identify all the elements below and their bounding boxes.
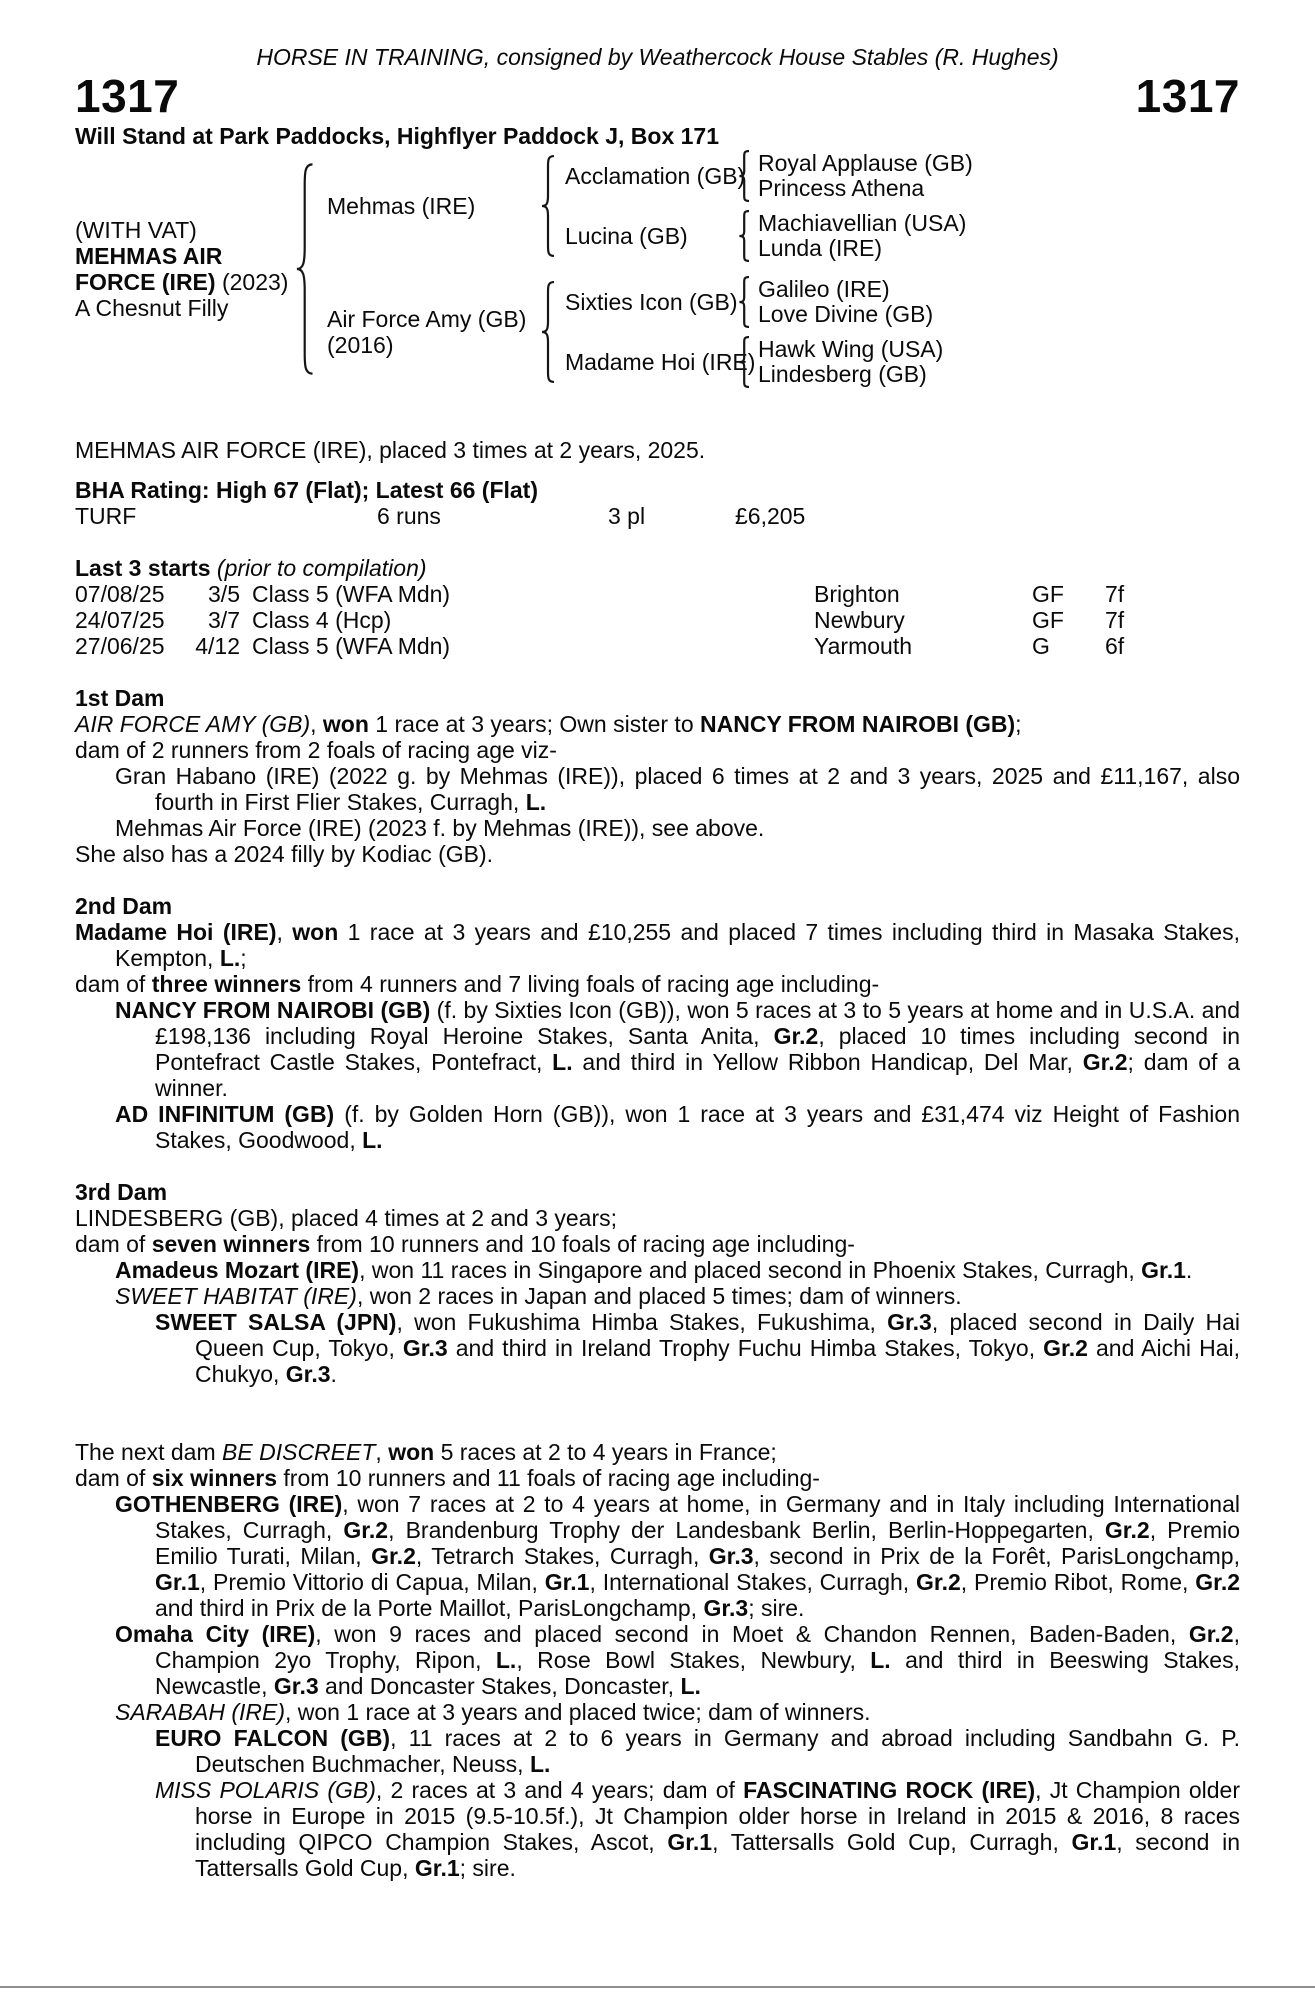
pedigree-paragraph [75,815,1240,841]
pedigree-paragraph [75,1465,1240,1491]
dam-dam-name: Madame Hoi (IRE) [565,349,756,375]
race-going: GF [1032,607,1064,633]
grandparents-pair [753,151,973,201]
text-segment: and third in Beeswing Stakes, Newcastle, [155,1647,1240,1699]
generation-1-column [319,150,973,388]
page-bottom-rule [0,1986,1315,1988]
grandparents-pair [753,211,966,261]
text-segment: Mehmas Air Force (IRE) (2023 f. by Mehmas (IRE)), see above. [115,815,765,841]
text-segment: , won 2 races in Japan and placed 5 times; dam of winners. [356,1283,962,1309]
ancestor-name: Galileo (IRE) [758,276,890,302]
sire-parents-column [559,150,973,262]
pedigree-table [75,150,1240,387]
text-segment: and third in Ireland Trophy Fuchu Himba Stakes, Tokyo, [447,1335,1044,1361]
race-distance: 6f [1105,633,1125,659]
sire-dam-row [559,210,973,262]
pedigree-brace-icon [539,280,559,384]
dam-name [319,306,539,358]
race-date: 24/07/25 [75,607,165,633]
placed-count: 3 pl [608,503,646,529]
text-segment: from 10 runners and 10 foals of racing age including- [310,1231,855,1257]
text-segment: dam of [75,1465,152,1491]
text-segment: Gr.1 [414,1855,460,1881]
race-class: Class 5 (WFA Mdn) [252,581,451,607]
horse-name-line2 [75,269,293,295]
race-date: 07/08/25 [75,581,165,607]
grandparents-pair [753,337,943,387]
text-segment: The next dam [75,1439,223,1465]
text-segment: L. [219,945,241,971]
text-segment: ; [240,945,247,971]
race-course: Yarmouth [814,633,913,659]
text-segment: , Rose Bowl Stakes, Newbury, [516,1647,871,1673]
text-segment: , won Fukushima Himba Stakes, Fukushima, [396,1309,888,1335]
text-segment: L. [495,1647,517,1673]
text-segment: L. [362,1127,383,1153]
text-segment: NANCY FROM NAIROBI (GB) [115,997,431,1023]
text-segment: , won 11 races in Singapore and placed second in Phoenix Stakes, Curragh, [359,1257,1142,1283]
dam-foaling-year: (2016) [327,332,394,358]
sire-name: Mehmas (IRE) [327,193,476,219]
text-segment: Gr.3 [273,1673,319,1699]
sire-dam-name: Lucina (GB) [565,223,688,249]
text-segment: Amadeus Mozart (IRE) [115,1257,360,1283]
text-segment: L. [680,1673,701,1699]
dam-section [75,685,1240,867]
text-segment: , Premio Vittorio di Capua, Milan, [199,1569,545,1595]
pedigree-paragraph [75,1231,1240,1257]
text-segment: NANCY FROM NAIROBI (GB) [700,711,1016,737]
text-segment: SWEET HABITAT (IRE) [115,1283,357,1309]
lot-number-row [75,72,1240,120]
text-segment: Gr.3 [703,1595,749,1621]
bha-rating-line: BHA Rating: High 67 (Flat); Latest 66 (Flat) [75,477,538,503]
text-segment: L. [552,1049,573,1075]
dam-parents-column [559,276,943,388]
pedigree-paragraph [75,1283,1240,1309]
text-segment: , 2 races at 3 and 4 years; dam of [375,1777,744,1803]
text-segment: , Brandenburg Trophy der Landesbank Berlin, Berlin-Hoppegarten, [388,1517,1105,1543]
race-distance: 7f [1105,607,1125,633]
race-class: Class 5 (WFA Mdn) [252,633,451,659]
race-start-row [75,607,1240,633]
last-starts-title-bold: Last 3 starts [75,555,211,581]
text-segment: , won 7 races at 2 to 4 years at home, in Germany and in Italy including International Stakes, Curragh, [155,1491,1240,1543]
text-segment: SARABAH (IRE) [115,1699,285,1725]
text-segment: SWEET SALSA (JPN) [155,1309,397,1335]
horse-name-suffix: FORCE (IRE) [75,269,216,295]
text-segment: Gr.2 [1043,1335,1088,1361]
text-segment: Gr.2 [371,1543,416,1569]
race-position: 3/7 [208,607,240,633]
pedigree-paragraph [75,971,1240,997]
pedigree-paragraph [75,997,1240,1101]
text-segment: Gr.2 [1188,1621,1234,1647]
pedigree-paragraph [75,1491,1240,1621]
pedigree-brace-icon [737,336,753,388]
horse-name-line1: MEHMAS AIR [75,243,223,269]
text-segment: dam of [75,971,152,997]
text-segment: Gr.2 [916,1569,961,1595]
text-segment: Madame Hoi (IRE) [75,919,277,945]
race-record-summary: MEHMAS AIR FORCE (IRE), placed 3 times at 2 years, 2025. [75,437,706,463]
text-segment: (f. by Sixties Icon (GB)), won 5 races at 3 to 5 years at home and in U.S.A. and £198,136 including Royal Heroine Stakes, Santa Anita, [155,997,1241,1049]
text-segment: L. [529,1751,551,1777]
text-segment: AIR FORCE AMY (GB) [75,711,311,737]
text-segment: GOTHENBERG (IRE) [115,1491,343,1517]
text-segment: Gr.2 [1104,1517,1150,1543]
dam-sire-name: Sixties Icon (GB) [565,289,738,315]
pedigree-paragraph [75,1205,1240,1231]
text-segment: LINDESBERG (GB), placed 4 times at 2 and 3 years; [75,1205,618,1231]
sire-sire-row [559,150,973,202]
surface-record-row [75,503,1240,529]
pedigree-paragraph [75,1621,1240,1699]
race-going: GF [1032,581,1064,607]
dam-section [75,1439,1240,1881]
text-segment: Gr.3 [708,1543,754,1569]
text-segment: won [322,711,369,737]
text-segment: Gran Habano (IRE) (2022 g. by Mehmas (IRE)), placed 6 times at 2 and 3 years, 2025 and £11,167, also fourth in First Flier Stakes, Curragh, [115,763,1240,815]
text-segment: , [375,1439,389,1465]
lot-number-right: 1317 [1135,70,1240,122]
race-start-row [75,633,1240,659]
subject-horse-block [75,217,293,321]
text-segment: , [276,919,293,945]
pedigree-paragraph [75,1699,1240,1725]
pedigree-paragraph [75,1257,1240,1283]
text-segment: , 11 races at 2 to 6 years in Germany and abroad including Sandbahn G. P. Deutschen Buchmacher, Neuss, [195,1725,1240,1777]
text-segment: Gr.3 [887,1309,932,1335]
text-segment: EURO FALCON (GB) [155,1725,391,1751]
last-starts-title-italic: (prior to compilation) [216,555,427,581]
ancestor-name: Lunda (IRE) [758,235,883,261]
pedigree-brace-icon [737,150,753,202]
text-segment: , won 1 race at 3 years and placed twice; dam of winners. [284,1699,871,1725]
ancestor-name: Hawk Wing (USA) [758,336,944,362]
pedigree-paragraph [75,1309,1240,1387]
race-course: Newbury [814,607,905,633]
text-segment: , second in Tattersalls Gold Cup, [195,1829,1240,1881]
vat-note: (WITH VAT) [75,217,197,243]
ancestor-name: Machiavellian (USA) [758,210,967,236]
grandparents-pair [753,277,933,327]
last-starts-block [75,555,1240,659]
race-start-row [75,581,1240,607]
surface-label: TURF [75,503,137,529]
text-segment: from 10 runners and 11 foals of racing age including- [277,1465,820,1491]
text-segment: from 4 runners and 7 living foals of racing age including- [301,971,880,997]
section-paragraphs [75,1439,1240,1881]
text-segment: ; sire. [748,1595,805,1621]
text-segment: won [388,1439,435,1465]
ancestor-name: Princess Athena [758,175,925,201]
text-segment: Gr.1 [155,1569,200,1595]
horse-foaling-year: (2023) [221,269,289,295]
text-segment: won [292,919,339,945]
text-segment: ; sire. [459,1855,516,1881]
text-segment: AD INFINITUM (GB) [115,1101,335,1127]
race-date: 27/06/25 [75,633,165,659]
runs-count: 6 runs [377,503,441,529]
text-segment: , Tetrarch Stakes, Curragh, [415,1543,709,1569]
pedigree-paragraph [75,737,1240,763]
text-segment: 5 races at 2 to 4 years in France; [434,1439,777,1465]
dam-section [75,893,1240,1153]
pedigree-paragraph [75,1101,1240,1153]
text-segment: Gr.3 [285,1361,331,1387]
text-segment: three winners [151,971,302,997]
text-segment: , second in Prix de la Forêt, ParisLongchamp, [753,1543,1240,1569]
text-segment: dam of [75,1231,152,1257]
pedigree-brace-icon [539,154,559,258]
text-segment: and third in Yellow Ribbon Handicap, Del Mar, [572,1049,1083,1075]
text-segment: Gr.1 [667,1829,713,1855]
text-segment: Gr.2 [343,1517,389,1543]
ancestor-name: Royal Applause (GB) [758,150,973,176]
text-segment: , Tattersalls Gold Cup, Curragh, [712,1829,1072,1855]
text-segment: . [330,1361,337,1387]
text-segment: BE DISCREET [222,1439,376,1465]
section-paragraphs [75,919,1240,1153]
text-segment: L. [525,789,547,815]
text-segment: Gr.2 [1082,1049,1128,1075]
text-segment: . [1185,1257,1193,1283]
ancestor-name: Love Divine (GB) [758,301,934,327]
text-segment: 1 race at 3 years and £10,255 and placed 7 times including third in Masaka Stakes, Kempton, [115,919,1240,971]
race-course: Brighton [814,581,900,607]
race-position: 4/12 [195,633,240,659]
dam-branch [319,276,973,388]
text-segment: Gr.2 [1195,1569,1241,1595]
pedigree-paragraph [75,711,1240,737]
text-segment: , placed 10 times including second in Pontefract Castle Stakes, Pontefract, [155,1023,1240,1075]
section-heading: 1st Dam [75,685,165,711]
text-segment: Gr.2 [773,1023,819,1049]
earnings-amount: £6,205 [735,503,806,529]
dam-sire-row [559,276,943,328]
text-segment: dam of 2 runners from 2 foals of racing age viz- [75,737,557,763]
last-starts-rows [75,581,1240,659]
text-segment: , Premio Ribot, Rome, [960,1569,1196,1595]
text-segment: MISS POLARIS (GB) [155,1777,376,1803]
last-starts-title [75,555,1240,581]
pedigree-paragraph [75,1725,1240,1777]
consignment-header: HORSE IN TRAINING, consigned by Weathercock House Stables (R. Hughes) [256,44,1059,70]
race-going: G [1032,633,1050,659]
pedigree-paragraph [75,763,1240,815]
section-paragraphs [75,1205,1240,1387]
text-segment: seven winners [151,1231,311,1257]
text-segment: 1 race at 3 years; Own sister to [368,711,700,737]
dam-name-text: Air Force Amy (GB) [327,306,527,332]
text-segment: , [310,711,323,737]
text-segment: , won 9 races and placed second in Moet & Chandon Rennen, Baden-Baden, [315,1621,1189,1647]
text-segment: and third in Prix de la Porte Maillot, ParisLongchamp, [155,1595,704,1621]
pedigree-brace-icon [737,210,753,262]
horse-description: A Chesnut Filly [75,295,229,321]
pedigree-paragraph [75,841,1240,867]
race-position: 3/5 [208,581,240,607]
pedigree-brace-icon [293,160,319,378]
pedigree-paragraph [75,919,1240,971]
text-segment: six winners [151,1465,277,1491]
section-heading: 2nd Dam [75,893,173,919]
pedigree-sections [75,685,1240,1881]
dam-dam-row [559,336,943,388]
text-segment: and Aichi Hai, Chukyo, [195,1335,1240,1387]
text-segment: She also has a 2024 filly by Kodiac (GB). [75,841,494,867]
pedigree-brace-icon [737,276,753,328]
text-segment: L. [870,1647,891,1673]
text-segment: , Jt Champion older horse in Europe in 2015 (9.5-10.5f.), Jt Champion older horse in Ireland in 2015 & 2016, 8 races including QIPCO Champion Stakes, Ascot, [195,1777,1240,1855]
text-segment: Gr.1 [1141,1257,1186,1283]
section-heading: 3rd Dam [75,1179,168,1205]
sire-sire-name: Acclamation (GB) [565,163,746,189]
pedigree-paragraph [75,1777,1240,1881]
race-distance: 7f [1105,581,1125,607]
lot-number-left: 1317 [75,70,180,122]
text-segment: and Doncaster Stakes, Doncaster, [318,1673,681,1699]
pedigree-paragraph [75,1439,1240,1465]
text-segment: ; dam of a winner. [155,1049,1240,1101]
stand-location-line: Will Stand at Park Paddocks, Highflyer Paddock J, Box 171 [75,123,719,149]
text-segment: , placed second in Daily Hai Queen Cup, Tokyo, [195,1309,1240,1361]
text-segment: FASCINATING ROCK (IRE) [743,1777,1036,1803]
text-segment: , International Stakes, Curragh, [589,1569,917,1595]
race-class: Class 4 (Hcp) [252,607,392,633]
section-paragraphs [75,711,1240,867]
ancestor-name: Lindesberg (GB) [758,361,927,387]
dam-section [75,1179,1240,1387]
sire-branch [319,150,973,262]
text-segment: , Premio Emilio Turati, Milan, [155,1517,1241,1569]
text-segment: Gr.1 [544,1569,590,1595]
text-segment: (f. by Golden Horn (GB)), won 1 race at 3 years and £31,474 viz Height of Fashion Stakes, Goodwood, [155,1101,1241,1153]
text-segment: Gr.1 [1071,1829,1117,1855]
text-segment: Omaha City (IRE) [115,1621,316,1647]
text-segment: Gr.3 [402,1335,448,1361]
text-segment: ; [1015,711,1022,737]
text-segment: , Champion 2yo Trophy, Ripon, [155,1621,1240,1673]
